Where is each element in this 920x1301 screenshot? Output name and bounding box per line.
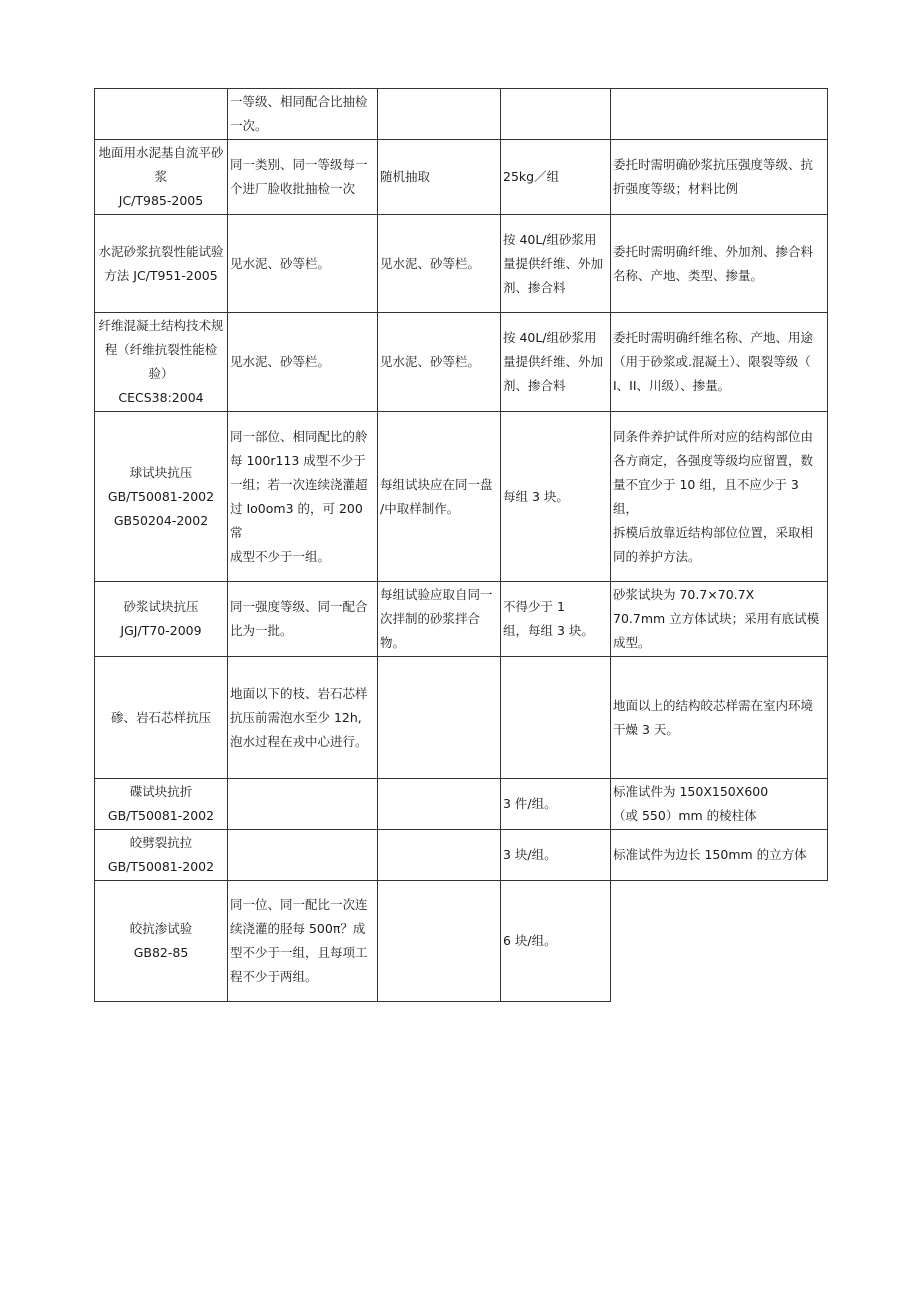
cell-text-line: 标准试件为 150X150X600 [613, 784, 769, 799]
cell-text-line: 6 块/组。 [503, 933, 557, 948]
table-cell-c2 [228, 412, 378, 582]
table-row [95, 779, 828, 830]
table-cell-c4 [501, 582, 611, 657]
table-row [95, 881, 828, 1002]
cell-text-line: 皎抗渗试验 [129, 921, 193, 936]
table-cell-c1 [95, 657, 228, 779]
cell-text-line: 皎劈裂抗拉 [129, 835, 193, 850]
cell-text-line: GB/T50081-2002 [107, 808, 215, 823]
cell-text-line: 比为一批。 [230, 623, 293, 638]
cell-text-line: 按 40L/组砂浆用 [503, 231, 597, 247]
table-cell-c2 [228, 779, 378, 830]
table-cell-c5 [611, 881, 828, 1002]
cell-text-line: 过 Io0om3 的，可 200 常 [230, 500, 363, 540]
cell-text-line: 一等级、相同配合比抽检 [230, 94, 368, 109]
cell-text-line: 同一位、同一配比一次连 [230, 897, 368, 912]
cell-text-line: 拆模后放靠近结构部位位置，采取相 [613, 524, 814, 540]
table-cell-c4 [501, 140, 611, 215]
cell-text-line: GB/T50081-2002 [107, 488, 215, 504]
table-cell-c1 [95, 215, 228, 313]
table-cell-c3 [378, 313, 501, 412]
table-cell-c1 [95, 582, 228, 657]
cell-text-line: 成型不少于一组。 [230, 548, 331, 564]
cell-text-line: （或 550）mm 的棱柱体 [613, 808, 757, 823]
cell-text-line: 方法 JC/T951-2005 [104, 267, 218, 283]
table-row [95, 582, 828, 657]
table-row [95, 215, 828, 313]
table-cell-c1 [95, 881, 228, 1002]
table-row [95, 412, 828, 582]
cell-text-line: 3 件/组。 [503, 796, 557, 811]
cell-text-line: 干燥 3 天。 [613, 721, 679, 737]
table-cell-c5 [611, 830, 828, 881]
cell-text-line: CECS38:2004 [118, 390, 204, 405]
cell-text-line: I、II、川级）、掺量。 [613, 378, 731, 393]
cell-text-line: 见水泥、砂等栏。 [380, 354, 481, 369]
table-cell-c5 [611, 313, 828, 412]
table-row [95, 830, 828, 881]
cell-text-line: 个进厂脸收批抽检一次 [230, 181, 356, 196]
table-cell-c5 [611, 140, 828, 215]
table-cell-c3 [378, 140, 501, 215]
table-cell-c3 [378, 215, 501, 313]
cell-text-line: 球试块抗压 [129, 464, 193, 480]
cell-text-line: 见水泥、砂等栏。 [230, 354, 331, 369]
table-cell-c1 [95, 779, 228, 830]
cell-text-line: 70.7mm 立方体试块；采用有底试模 [613, 611, 820, 626]
cell-text-line: 组，每组 3 块。 [503, 623, 594, 638]
table-cell-c3 [378, 657, 501, 779]
cell-text-line: 纤维混凝土结构技术规 [98, 318, 224, 333]
table-cell-c3 [378, 412, 501, 582]
requirements-table [94, 88, 828, 1002]
cell-text-line: 委托时需明确纤维、外加剂、掺合料 [613, 243, 814, 259]
table-cell-c5 [611, 89, 828, 140]
cell-text-line: 碜、岩石芯样抗压 [110, 709, 211, 725]
cell-text-line: 同的养护方法。 [613, 548, 701, 564]
cell-text-line: GB50204-2002 [113, 512, 209, 528]
cell-text-line: 委托时需明确砂浆抗压强度等级、抗 [613, 157, 814, 172]
cell-text-line: 物。 [380, 635, 406, 650]
cell-text-line: GB/T50081-2002 [107, 859, 215, 874]
table-cell-c5 [611, 582, 828, 657]
table-cell-c4 [501, 881, 611, 1002]
cell-text-line: JC/T985-2005 [118, 193, 204, 208]
cell-text-line: 一组；若一次连续浇灌超 [230, 476, 368, 492]
cell-text-line: 委托时需明确纤维名称、产地、用途 [613, 330, 814, 345]
table-cell-c4 [501, 215, 611, 313]
table-row [95, 313, 828, 412]
cell-text-line: 型不少于一组，且每项工 [230, 945, 368, 960]
table-cell-c2 [228, 657, 378, 779]
cell-text-line: 验） [148, 366, 174, 381]
table-cell-c1 [95, 140, 228, 215]
cell-text-line: 次拌制的砂浆拌合 [380, 611, 481, 626]
cell-text-line: 标准试件为边长 150mm 的立方体 [613, 847, 807, 862]
cell-text-line: /中取样制作。 [380, 500, 460, 516]
cell-text-line: 砂浆试块抗压 [123, 599, 199, 614]
cell-text-line: 续浇灌的胫每 500π？成 [230, 921, 366, 936]
cell-text-line: 每组试验应取自同一 [380, 587, 493, 602]
table-cell-c4 [501, 830, 611, 881]
cell-text-line: 每组试块应在同一盘 [380, 476, 493, 492]
cell-text-line: 各方商定，各强度等级均应留置，数 [613, 452, 814, 468]
table-cell-c3 [378, 89, 501, 140]
table-cell-c1 [95, 830, 228, 881]
table-row [95, 140, 828, 215]
cell-text-line: 同一强度等级、同一配合 [230, 599, 368, 614]
table-cell-c3 [378, 582, 501, 657]
table-cell-c1 [95, 89, 228, 140]
cell-text-line: 同一类别、同一等级每一 [230, 157, 368, 172]
cell-text-line: 每组 3 块。 [503, 488, 569, 504]
cell-text-line: 按 40L/组砂浆用 [503, 330, 597, 345]
table-cell-c5 [611, 412, 828, 582]
table-row [95, 657, 828, 779]
table-cell-c2 [228, 830, 378, 881]
cell-text-line: 名称、产地、类型、掺量。 [613, 267, 764, 283]
table-cell-c5 [611, 657, 828, 779]
cell-text-line: 25kg／组 [503, 169, 560, 184]
cell-text-line: 抗压前需泡水至少 12h, [230, 709, 362, 725]
table-cell-c3 [378, 830, 501, 881]
cell-text-line: 见水泥、砂等栏。 [380, 255, 481, 271]
cell-text-line: 地面以上的结构皎芯样需在室内环境 [613, 697, 814, 713]
cell-text-line: 同一部位、相同配比的舲 [230, 428, 368, 444]
table-cell-c2 [228, 881, 378, 1002]
cell-text-line: 泡水过程在戎中心进行。 [230, 733, 368, 749]
table-cell-c4 [501, 313, 611, 412]
cell-text-line: 量不宜少于 10 组，且不应少于 3 组， [613, 476, 799, 516]
table-cell-c5 [611, 215, 828, 313]
table-cell-c2 [228, 215, 378, 313]
table-cell-c1 [95, 313, 228, 412]
table-row [95, 89, 828, 140]
table-cell-c4 [501, 412, 611, 582]
cell-text-line: 见水泥、砂等栏。 [230, 255, 331, 271]
cell-text-line: 碟试块抗折 [129, 784, 193, 799]
cell-text-line: 一次。 [230, 118, 268, 133]
table-cell-c2 [228, 582, 378, 657]
cell-text-line: 量提供纤维、外加 [503, 255, 604, 271]
cell-text-line: 成型。 [613, 635, 651, 650]
table-cell-c2 [228, 140, 378, 215]
cell-text-line: 折强度等级；材料比例 [613, 181, 739, 196]
cell-text-line: 水泥砂浆抗裂性能试验 [98, 243, 224, 259]
table-cell-c4 [501, 779, 611, 830]
cell-text-line: 程（纤维抗裂性能检 [104, 342, 218, 357]
cell-text-line: 每 100r113 成型不少于 [230, 452, 366, 468]
table-cell-c4 [501, 89, 611, 140]
table-cell-c2 [228, 89, 378, 140]
table-cell-c3 [378, 881, 501, 1002]
table-cell-c4 [501, 657, 611, 779]
cell-text-line: 剂、掺合料 [503, 279, 566, 295]
cell-text-line: 不得少于 1 [503, 599, 565, 614]
cell-text-line: 地面以下的枝、岩石芯样 [230, 685, 368, 701]
cell-text-line: 砂浆试块为 70.7×70.7X [613, 587, 755, 602]
cell-text-line: 地面用水泥基自流平砂 [98, 145, 224, 160]
table-cell-c3 [378, 779, 501, 830]
table-cell-c1 [95, 412, 228, 582]
cell-text-line: 程不少于两组。 [230, 969, 318, 984]
cell-text-line: 量提供纤维、外加 [503, 354, 604, 369]
cell-text-line: 剂、掺合料 [503, 378, 566, 393]
table-cell-c2 [228, 313, 378, 412]
cell-text-line: 3 块/组。 [503, 847, 557, 862]
cell-text-line: GB82-85 [133, 945, 189, 960]
cell-text-line: JGJ/T70-2009 [120, 623, 202, 638]
table-cell-c5 [611, 779, 828, 830]
cell-text-line: 同条件养护试件所对应的结构部位由 [613, 428, 814, 444]
cell-text-line: （用于砂浆或.混凝土）、限裂等级（ [613, 354, 811, 369]
cell-text-line: 浆 [154, 169, 168, 184]
cell-text-line: 随机抽取 [380, 169, 431, 184]
